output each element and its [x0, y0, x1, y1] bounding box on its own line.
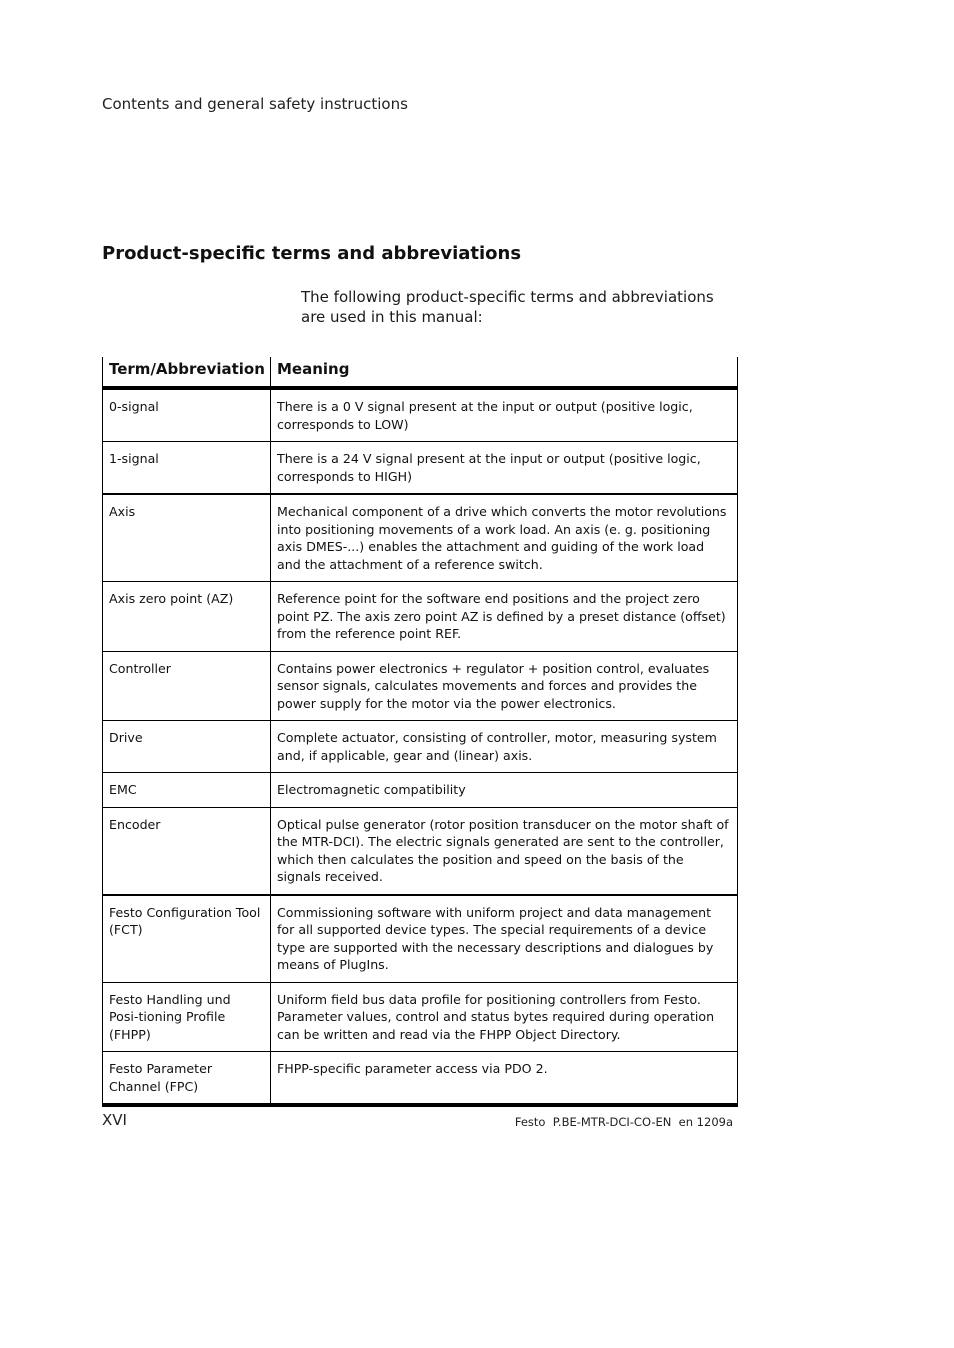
term-cell: EMC — [103, 773, 271, 808]
meaning-cell: Reference point for the software end positions and the project zero point PZ. The axis zero point AZ is defined by a preset distance (offset) from the reference point REF. — [271, 582, 738, 652]
section-title: Product-specific terms and abbreviations — [102, 243, 522, 264]
table-row — [103, 807, 738, 895]
table-row — [103, 721, 738, 773]
meaning-cell: Commissioning software with uniform project and data management for all supported device types. The special requirements of a device type are supported with the necessary descriptions and dialogues by means of PlugIns. — [271, 895, 738, 983]
page-number: XVI — [102, 1111, 127, 1129]
table-row — [103, 773, 738, 808]
intro-paragraph: The following product-specific terms and abbreviations are used in this manual: — [301, 288, 714, 326]
meaning-cell: There is a 24 V signal present at the input or output (positive logic, corresponds to HIGH) — [271, 442, 738, 495]
term-cell: Festo Configuration Tool (FCT) — [103, 895, 271, 983]
meaning-cell: Optical pulse generator (rotor position transducer on the motor shaft of the MTR-DCI). The electric signals generated are sent to the controller, which then calculates the position and speed on the basis of the signals received. — [271, 807, 738, 895]
table-row — [103, 442, 738, 495]
table-row — [103, 982, 738, 1052]
meaning-cell: Uniform field bus data profile for positioning controllers from Festo. Parameter values, control and status bytes required during operation can be written and read via the FHPP Object Directory. — [271, 982, 738, 1052]
table-header-row — [103, 357, 738, 388]
table-row — [103, 895, 738, 983]
term-cell: Festo Parameter Channel (FPC) — [103, 1052, 271, 1106]
term-cell: Axis zero point (AZ) — [103, 582, 271, 652]
term-cell: Drive — [103, 721, 271, 773]
column-header-meaning: Meaning — [271, 357, 738, 388]
meaning-cell: There is a 0 V signal present at the input or output (positive logic, corresponds to LOW) — [271, 388, 738, 442]
running-head: Contents and general safety instructions — [102, 95, 408, 113]
document-reference: Festo P.BE-MTR-DCI-CO-EN en 1209a — [514, 1115, 733, 1129]
term-cell: Controller — [103, 651, 271, 721]
meaning-cell: Electromagnetic compatibility — [271, 773, 738, 808]
term-cell: Encoder — [103, 807, 271, 895]
term-cell: 0-signal — [103, 388, 271, 442]
terms-table — [102, 357, 738, 1107]
meaning-cell: Mechanical component of a drive which converts the motor revolutions into positioning movements of a work load. An axis (e. g. positioning axis DMES-...) enables the attachment and guiding of the work load and the attachment of a reference switch. — [271, 494, 738, 582]
term-cell: 1-signal — [103, 442, 271, 495]
table-row — [103, 388, 738, 442]
table-row — [103, 494, 738, 582]
column-header-term: Term/Abbreviation — [103, 357, 271, 388]
table-row — [103, 582, 738, 652]
meaning-cell: FHPP-specific parameter access via PDO 2. — [271, 1052, 738, 1106]
term-cell: Axis — [103, 494, 271, 582]
table-row — [103, 1052, 738, 1106]
meaning-cell: Contains power electronics + regulator + position control, evaluates sensor signals, calculates movements and forces and provides the power supply for the motor via the power electronics. — [271, 651, 738, 721]
table-row — [103, 651, 738, 721]
meaning-cell: Complete actuator, consisting of controller, motor, measuring system and, if applicable, gear and (linear) axis. — [271, 721, 738, 773]
term-cell: Festo Handling und Posi-tioning Profile (FHPP) — [103, 982, 271, 1052]
